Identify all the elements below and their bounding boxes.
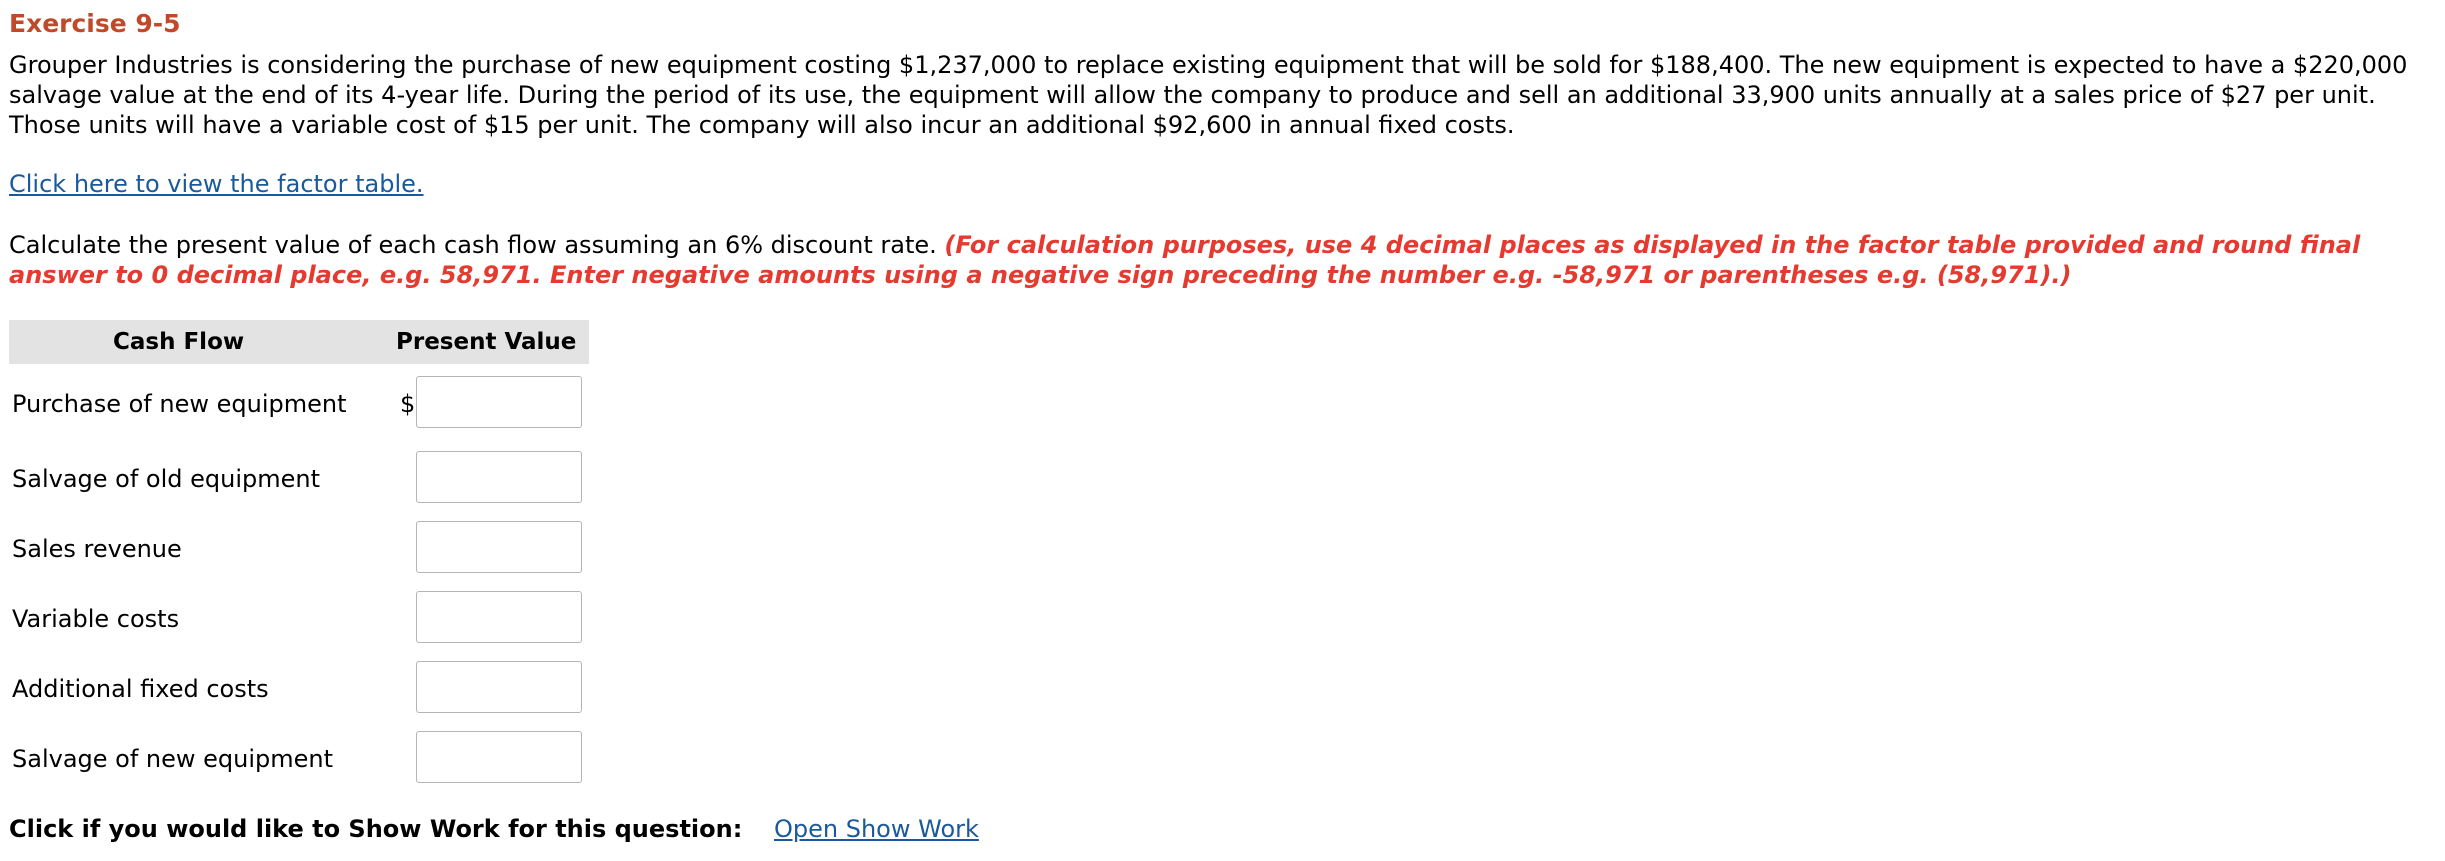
instruction-line-2 (9, 260, 2434, 290)
row-salvage-new-equipment (0, 731, 600, 785)
problem-line: salvage value at the end of its 4-year life. During the period of its use, the equipment will allow the company to produce and sell an additional 33,900 units annually at a sales price of $27 per unit. (9, 81, 2376, 109)
row-sales-revenue (0, 521, 600, 575)
additional-fixed-costs-input[interactable] (416, 661, 582, 713)
sales-revenue-input[interactable] (416, 521, 582, 573)
row-label: Purchase of new equipment (12, 390, 347, 418)
header-cash-flow: Cash Flow (113, 329, 245, 355)
show-work-prompt (9, 815, 742, 843)
row-label: Sales revenue (12, 535, 182, 563)
row-label: Salvage of old equipment (12, 465, 321, 493)
variable-costs-input[interactable] (416, 591, 582, 643)
row-purchase-new-equipment (0, 376, 600, 430)
purchase-new-equipment-input[interactable] (416, 376, 582, 428)
problem-line: Those units will have a variable cost of $15 per unit. The company will also incur an additional $92,600 in annual fixed costs. (9, 111, 1515, 139)
header-present-value: Present Value (396, 329, 577, 355)
row-label: Additional fixed costs (12, 675, 269, 703)
exercise-title: Exercise 9-5 (9, 9, 181, 38)
row-additional-fixed-costs (0, 661, 600, 715)
row-label: Salvage of new equipment (12, 745, 334, 773)
table-header (9, 320, 589, 364)
open-show-work-link[interactable]: Open Show Work (774, 815, 979, 843)
calculation-note-continued: answer to 0 decimal place, e.g. 58,971. Enter negative amounts using a negative sign preceding the number e.g. -58,971 or parentheses e.g. (58,971).) (9, 261, 2072, 289)
dollar-sign: $ (400, 390, 416, 418)
problem-line: Grouper Industries is considering the purchase of new equipment costing $1,237,000 to replace existing equipment that will be sold for $188,400. The new equipment is expected to have a $220,000 (9, 51, 2408, 79)
calculation-note: (For calculation purposes, use 4 decimal places as displayed in the factor table provided and round final (944, 231, 2361, 259)
instruction-line-1 (9, 230, 2434, 260)
salvage-old-equipment-input[interactable] (416, 451, 582, 503)
instructions (9, 230, 2434, 290)
row-variable-costs (0, 591, 600, 645)
salvage-new-equipment-input[interactable] (416, 731, 582, 783)
factor-table-link[interactable]: Click here to view the factor table. (9, 170, 424, 198)
show-work-label: Click if you would like to Show Work for this question: (9, 815, 743, 843)
row-label: Variable costs (12, 605, 180, 633)
row-salvage-old-equipment (0, 451, 600, 505)
instruction-text: Calculate the present value of each cash flow assuming an 6% discount rate. (9, 231, 945, 259)
problem-statement (9, 50, 2434, 140)
